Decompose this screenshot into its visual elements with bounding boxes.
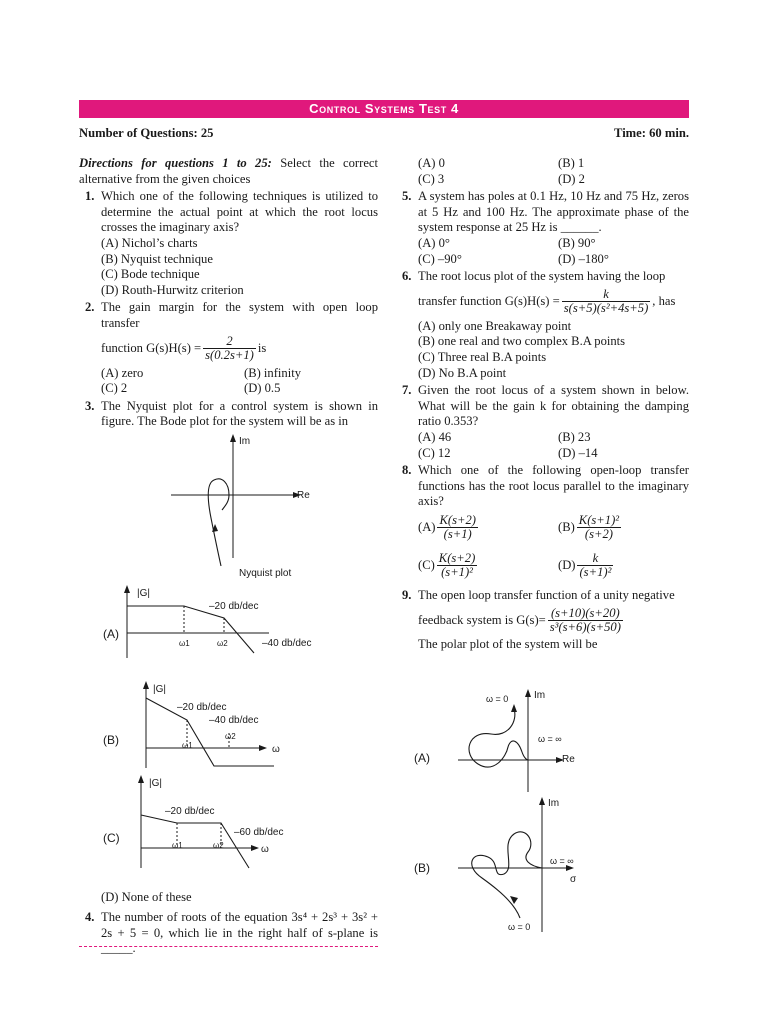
option-a[interactable]: (A) 46 xyxy=(418,429,452,444)
slope1-label: –20 db/dec xyxy=(177,702,227,713)
arrow-icon xyxy=(539,797,545,805)
denominator: s(0.2s+1) xyxy=(205,348,254,363)
option-row xyxy=(418,236,689,252)
question-8 xyxy=(396,463,689,586)
transfer-function xyxy=(418,285,689,319)
question-text: Given the root locus of a system shown in below. What will be the gain k for obtaining the damping ratio 0.353? xyxy=(418,383,689,429)
option-b[interactable]: (B) 90° xyxy=(558,235,596,250)
fraction xyxy=(437,552,477,579)
arrow-icon xyxy=(138,775,144,783)
option-b[interactable]: (B) Nyquist technique xyxy=(101,251,213,266)
arrow-icon xyxy=(259,745,267,751)
question-6 xyxy=(396,269,689,381)
winf-label: ω = ∞ xyxy=(550,856,574,866)
question-text: The Nyquist plot for a control system is shown in figure. The Bode plot for the system will be as in xyxy=(101,398,378,429)
slope2-label: –60 db/dec xyxy=(234,827,284,838)
polar-curve xyxy=(472,832,542,918)
bottom-divider xyxy=(79,946,378,947)
option-b-label[interactable]: (B) xyxy=(103,733,119,747)
option-label: (C) xyxy=(418,557,435,572)
arrow-icon xyxy=(511,704,517,712)
question-number: 1. xyxy=(85,189,95,204)
question-text: The root locus plot of the system having the loop xyxy=(418,269,666,284)
option-d[interactable]: (D) 2 xyxy=(558,171,585,186)
nyquist-plot xyxy=(171,434,310,579)
function-label: transfer function G(s)H(s) = xyxy=(418,293,560,308)
arrow-icon xyxy=(230,434,236,442)
option-c[interactable]: (C) Three real B.A points xyxy=(418,349,547,364)
fraction xyxy=(577,514,621,541)
question-2 xyxy=(79,300,378,396)
option-d[interactable]: (D) –180° xyxy=(558,251,609,266)
w2-label: ω2 xyxy=(217,639,228,648)
directions xyxy=(79,156,378,187)
option-a[interactable] xyxy=(418,514,480,541)
test-title-banner: Control Systems Test 4 xyxy=(79,100,689,118)
option-d[interactable] xyxy=(558,552,615,579)
fraction xyxy=(203,335,256,362)
nyquist-curve xyxy=(208,479,229,566)
g-label: |G| xyxy=(153,684,166,695)
q8-options xyxy=(418,510,689,586)
option-row xyxy=(418,446,689,462)
option-a[interactable]: (A) Nichol’s charts xyxy=(101,235,198,250)
w0-label: ω = 0 xyxy=(486,694,509,704)
polar-curve xyxy=(469,708,528,767)
option-label: (B) xyxy=(558,519,575,534)
numerator: k xyxy=(577,552,613,566)
omega-label: ω xyxy=(261,844,269,855)
question-text: The number of roots of the equation 3s⁴ + 2s³ + 3s² + 2s + 5 = 0, which lie in the right half of s-plane is _____. xyxy=(101,910,378,956)
w0-label: ω = 0 xyxy=(508,922,531,932)
option-label: (A) xyxy=(418,519,436,534)
option-c[interactable] xyxy=(418,552,479,579)
fraction xyxy=(577,552,613,579)
arrow-icon xyxy=(124,585,130,593)
question-9 xyxy=(396,588,689,653)
bode-plot-c xyxy=(103,775,284,868)
question-4 xyxy=(79,910,378,959)
option-label: (D) xyxy=(558,557,576,572)
option-a[interactable]: (A) only one Breakaway point xyxy=(418,318,572,333)
w1-label: ω1 xyxy=(182,741,193,750)
option-row xyxy=(101,366,378,382)
polar-plot-a xyxy=(414,689,575,792)
bode-plot-a xyxy=(103,585,312,658)
option-d[interactable]: (D) –14 xyxy=(558,445,598,460)
denominator: (s+2) xyxy=(584,526,613,541)
question-number: 2. xyxy=(85,300,95,315)
fraction xyxy=(548,607,623,634)
number-of-questions: Number of Questions: 25 xyxy=(79,126,214,140)
right-column xyxy=(396,156,689,655)
option-c-label[interactable]: (C) xyxy=(103,831,120,845)
numerator: k xyxy=(562,288,651,302)
w1-label: ω1 xyxy=(179,639,190,648)
option-row xyxy=(418,156,689,172)
slope2-label: –40 db/dec xyxy=(209,715,259,726)
sigma-label: σ xyxy=(570,874,577,885)
option-a-label[interactable]: (A) xyxy=(414,751,430,765)
option-b[interactable] xyxy=(558,514,623,541)
slope2-label: –40 db/dec xyxy=(262,638,312,649)
directions-text: Select the correct alternative from the given choices xyxy=(79,156,378,186)
q3-figures xyxy=(79,428,379,898)
question-3 xyxy=(79,399,378,430)
transfer-function xyxy=(418,603,689,637)
numerator: K(s+1)² xyxy=(578,512,620,527)
transfer-function xyxy=(101,332,378,366)
g-label: |G| xyxy=(137,588,150,599)
question-text: The gain margin for the system with open loop transfer xyxy=(101,300,378,330)
denominator: (s+1)² xyxy=(579,564,612,579)
question-number: 7. xyxy=(402,383,412,398)
function-label: function G(s)H(s) = xyxy=(101,340,202,355)
w1-label: ω1 xyxy=(172,841,183,850)
option-a[interactable]: (A) 0 xyxy=(418,156,445,170)
im-label: Im xyxy=(534,690,546,701)
option-b[interactable]: (B) one real and two complex B.A points xyxy=(418,334,626,349)
option-c[interactable]: (C) 12 xyxy=(418,445,451,460)
left-column xyxy=(79,156,378,432)
question-5 xyxy=(396,189,689,267)
option-c[interactable]: (C) 3 xyxy=(418,171,445,186)
option-b[interactable]: (B) 23 xyxy=(558,429,591,444)
question-4-options xyxy=(396,156,689,187)
function-label: feedback system is G(s)= xyxy=(418,612,546,627)
winf-label: ω = ∞ xyxy=(538,734,562,744)
denominator: (s+1) xyxy=(443,526,472,541)
question-text: A system has poles at 0.1 Hz, 10 Hz and 75 Hz, zeros at 5 Hz and 100 Hz. The approximate phase of the system response at 25 Hz is ______. xyxy=(418,189,689,235)
option-a[interactable]: (A) zero xyxy=(101,365,144,380)
function-suffix: is xyxy=(257,340,267,355)
polar-plot-text: The polar plot of the system will be xyxy=(418,637,598,652)
q3-option-d[interactable]: (D) None of these xyxy=(101,890,192,904)
time-limit: Time: 60 min. xyxy=(614,126,689,140)
option-row xyxy=(418,252,689,268)
question-7 xyxy=(396,383,689,461)
magnitude-line xyxy=(141,815,249,868)
arrow-icon xyxy=(251,845,259,851)
question-number: 8. xyxy=(402,463,412,478)
im-label: Im xyxy=(239,436,251,447)
numerator: 2 xyxy=(203,335,256,349)
bode-plot-b xyxy=(103,681,280,768)
option-a-label[interactable]: (A) xyxy=(103,627,119,641)
slope1-label: –20 db/dec xyxy=(165,806,215,817)
option-c[interactable]: (C) –90° xyxy=(418,251,462,266)
g-label: |G| xyxy=(149,778,162,789)
option-row xyxy=(101,381,378,397)
option-row xyxy=(418,172,689,188)
numerator: K(s+2) xyxy=(438,550,476,565)
arrow-icon xyxy=(525,689,531,697)
arrow-icon xyxy=(510,896,518,904)
nyquist-caption: Nyquist plot xyxy=(239,568,292,579)
option-d[interactable]: (D) No B.A point xyxy=(418,365,507,380)
denominator: s³(s+6)(s+50) xyxy=(549,619,621,634)
question-text: Which one of the following open-loop transfer functions has the root locus parallel to the imaginary axis? xyxy=(418,463,689,509)
question-1 xyxy=(79,189,378,298)
arrow-icon xyxy=(143,681,149,689)
directions-label: Directions for questions 1 to 25: xyxy=(79,156,272,170)
option-d[interactable]: (D) Routh-Hurwitz criterion xyxy=(101,282,244,297)
fraction xyxy=(562,288,651,315)
slope1-label: –20 db/dec xyxy=(209,601,259,612)
re-label: Re xyxy=(297,490,310,501)
option-row xyxy=(418,430,689,446)
question-text: The open loop transfer function of a unity negative xyxy=(418,587,675,602)
question-text: Which one of the following techniques is utilized to determine the actual point at which the root locus crosses the imaginary axis? xyxy=(101,189,378,235)
w2-label: ω2 xyxy=(213,841,224,850)
option-b[interactable]: (B) 1 xyxy=(558,156,585,170)
option-a[interactable]: (A) 0° xyxy=(418,235,450,250)
option-d[interactable]: (D) 0.5 xyxy=(244,381,281,396)
fraction xyxy=(437,514,477,541)
function-suffix: , has xyxy=(652,293,676,308)
question-number: 9. xyxy=(402,587,412,602)
re-label: Re xyxy=(562,754,575,765)
numerator: K(s+2) xyxy=(439,512,476,527)
option-c[interactable]: (C) 2 xyxy=(101,381,128,396)
denominator: s(s+5)(s²+4s+5) xyxy=(563,301,649,316)
option-c[interactable]: (C) Bode technique xyxy=(101,267,200,282)
polar-plot-b xyxy=(414,797,577,932)
option-b-label[interactable]: (B) xyxy=(414,861,430,875)
q9-polar-plots xyxy=(396,682,688,942)
option-b[interactable]: (B) infinity xyxy=(244,365,302,380)
magnitude-line xyxy=(127,606,254,653)
question-number: 5. xyxy=(402,189,412,204)
question-number: 3. xyxy=(85,398,95,413)
numerator: (s+10)(s+20) xyxy=(548,607,623,621)
omega-label: ω xyxy=(272,744,280,755)
question-number: 4. xyxy=(85,910,95,924)
w2-label: ω2 xyxy=(225,732,236,741)
im-label: Im xyxy=(548,798,560,809)
denominator: (s+1)² xyxy=(441,564,473,579)
question-number: 6. xyxy=(402,269,412,284)
